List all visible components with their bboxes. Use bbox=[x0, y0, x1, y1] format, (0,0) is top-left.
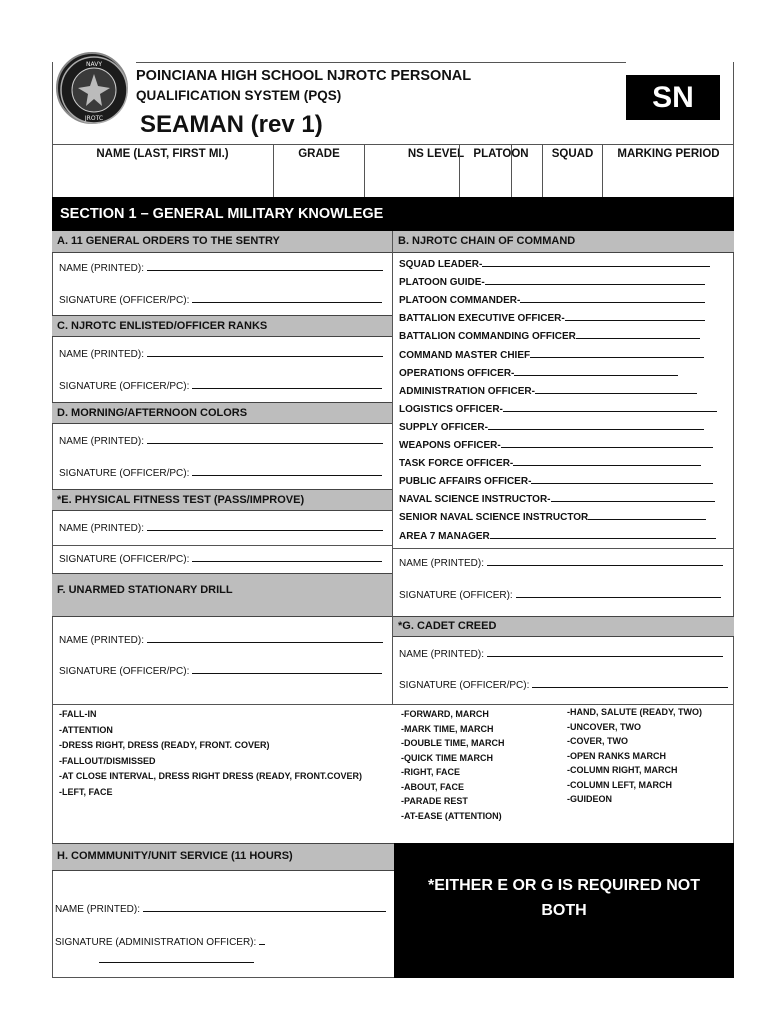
section-f-header: F. UNARMED STATIONARY DRILL bbox=[52, 573, 392, 617]
chain-of-command-label: OPERATIONS OFFICER- bbox=[399, 367, 515, 379]
chain-of-command-label: SUPPLY OFFICER- bbox=[399, 421, 488, 433]
drill-command-item: -FALLOUT/DISMISSED bbox=[59, 755, 156, 766]
section-b-name-line[interactable]: NAME (PRINTED): bbox=[399, 557, 723, 569]
page-title: SEAMAN (rev 1) bbox=[140, 111, 323, 138]
chain-of-command-label: COMMAND MASTER CHIEF bbox=[399, 349, 531, 361]
section-b-signature-line[interactable]: SIGNATURE (OFFICER): bbox=[399, 589, 721, 601]
drill-command-item: -GUIDEON bbox=[567, 794, 612, 804]
drill-command-item: -LEFT, FACE bbox=[59, 786, 113, 797]
section-a-signature-line[interactable]: SIGNATURE (OFFICER/PC): bbox=[59, 294, 382, 306]
section-e-signature-line[interactable]: SIGNATURE (OFFICER/PC): bbox=[59, 553, 382, 565]
chain-of-command-label: BATTALION COMMANDING OFFICER bbox=[399, 331, 576, 343]
chain-of-command-blank[interactable] bbox=[576, 330, 700, 339]
section-d-signature-line[interactable]: SIGNATURE (OFFICER/PC): bbox=[59, 467, 382, 479]
section-a-name-line[interactable]: NAME (PRINTED): bbox=[59, 262, 383, 274]
chain-of-command-line[interactable] bbox=[399, 385, 697, 397]
col-ns-level[interactable]: NS LEVEL bbox=[365, 145, 512, 197]
chain-of-command-label: TASK FORCE OFFICER- bbox=[399, 458, 514, 470]
chain-of-command-label: SQUAD LEADER- bbox=[399, 259, 483, 270]
drill-command-item: -FALL-IN bbox=[59, 709, 97, 719]
school-title-line1: POINCIANA HIGH SCHOOL NJROTC PERSONAL bbox=[136, 68, 472, 84]
chain-of-command-line[interactable] bbox=[399, 403, 717, 415]
navy-jrotc-seal-icon bbox=[56, 52, 128, 124]
logo-top-text: NAVY bbox=[86, 61, 102, 68]
drill-command-item: -MARK TIME, MARCH bbox=[401, 723, 494, 734]
chain-of-command-blank[interactable] bbox=[535, 385, 697, 394]
col-name[interactable]: NAME (LAST, FIRST MI.) bbox=[52, 145, 274, 197]
section-1-header: SECTION 1 – GENERAL MILITARY KNOWLEGE bbox=[52, 197, 734, 231]
section-b-header: B. NJROTC CHAIN OF COMMAND bbox=[393, 231, 734, 253]
section-g-signature-line[interactable]: SIGNATURE (OFFICER/PC): bbox=[399, 679, 728, 691]
section-f-signature-line[interactable]: SIGNATURE (OFFICER/PC): bbox=[59, 665, 382, 677]
chain-of-command-label: WEAPONS OFFICER- bbox=[399, 440, 501, 451]
section-c-name-line[interactable]: NAME (PRINTED): bbox=[59, 348, 383, 360]
chain-of-command-line[interactable] bbox=[399, 421, 704, 433]
chain-of-command-blank[interactable] bbox=[513, 457, 701, 466]
chain-of-command-blank[interactable] bbox=[530, 349, 704, 358]
drill-command-item: -RIGHT, FACE bbox=[401, 767, 461, 777]
chain-of-command-label: PLATOON COMMANDER- bbox=[399, 295, 521, 307]
chain-of-command-blank[interactable] bbox=[531, 475, 713, 484]
drill-command-item: -COVER, TWO bbox=[567, 736, 628, 746]
chain-of-command-label: AREA 7 MANAGER bbox=[399, 530, 490, 542]
chain-of-command-line[interactable] bbox=[399, 511, 706, 523]
section-e-divider bbox=[52, 545, 392, 546]
drill-command-item: -HAND, SALUTE (READY, TWO) bbox=[567, 707, 702, 717]
col-platoon[interactable]: PLATOON bbox=[459, 145, 543, 197]
chain-of-command-line[interactable] bbox=[399, 530, 716, 542]
chain-of-command-line[interactable] bbox=[399, 475, 713, 487]
drill-command-item: -ATTENTION bbox=[59, 724, 113, 735]
drill-command-item: -COLUMN RIGHT, MARCH bbox=[567, 765, 678, 775]
chain-of-command-blank[interactable] bbox=[501, 439, 713, 448]
chain-of-command-line[interactable] bbox=[399, 312, 705, 324]
section-d-header: D. MORNING/AFTERNOON COLORS bbox=[52, 402, 392, 424]
drill-command-item: -PARADE REST bbox=[401, 796, 468, 806]
section-a-header: A. 11 GENERAL ORDERS TO THE SENTRY bbox=[52, 231, 392, 253]
chain-of-command-blank[interactable] bbox=[488, 421, 704, 430]
section-f-name-line[interactable]: NAME (PRINTED): bbox=[59, 634, 383, 646]
section-h-signature-line[interactable]: SIGNATURE (ADMINISTRATION OFFICER): bbox=[55, 936, 265, 948]
chain-of-command-label: SENIOR NAVAL SCIENCE INSTRUCTOR bbox=[399, 512, 589, 524]
chain-of-command-blank[interactable] bbox=[482, 258, 710, 267]
chain-of-command-line[interactable] bbox=[399, 349, 704, 361]
chain-of-command-line[interactable] bbox=[399, 493, 715, 505]
section-c-header: C. NJROTC ENLISTED/OFFICER RANKS bbox=[52, 315, 392, 337]
section-e-header: *E. PHYSICAL FITNESS TEST (PASS/IMPROVE) bbox=[52, 489, 392, 511]
section-h-header: H. COMMMUNITY/UNIT SERVICE (11 HOURS) bbox=[52, 843, 394, 871]
chain-of-command-line[interactable] bbox=[399, 457, 701, 469]
chain-of-command-blank[interactable] bbox=[520, 294, 705, 303]
chain-of-command-label: PLATOON GUIDE- bbox=[399, 277, 485, 289]
chain-of-command-blank[interactable] bbox=[503, 403, 717, 412]
section-d-name-line[interactable]: NAME (PRINTED): bbox=[59, 435, 383, 447]
chain-of-command-blank[interactable] bbox=[485, 276, 705, 285]
chain-of-command-line[interactable] bbox=[399, 276, 705, 288]
section-e-name-line[interactable]: NAME (PRINTED): bbox=[59, 522, 383, 534]
logo-bottom-text: JROTC bbox=[84, 115, 104, 122]
drill-command-item: -AT CLOSE INTERVAL, DRESS RIGHT DRESS (READY, FRONT.COVER) bbox=[59, 771, 363, 781]
drill-commands-middle bbox=[401, 707, 505, 823]
drill-command-item: -QUICK TIME MARCH bbox=[401, 752, 493, 763]
chain-of-command-line[interactable] bbox=[399, 367, 678, 379]
drill-command-item: -UNCOVER, TWO bbox=[567, 721, 641, 732]
drill-commands-left bbox=[59, 707, 362, 800]
drill-command-item: -DRESS RIGHT, DRESS (READY, FRONT. COVER) bbox=[59, 740, 270, 750]
chain-of-command-line[interactable] bbox=[399, 294, 705, 306]
school-title-line2: QUALIFICATION SYSTEM (PQS) bbox=[136, 88, 342, 103]
drill-commands-right bbox=[567, 705, 702, 807]
col-marking-period[interactable]: MARKING PERIOD bbox=[617, 148, 720, 160]
chain-of-command-label: LOGISTICS OFFICER- bbox=[399, 403, 503, 415]
chain-of-command-blank[interactable] bbox=[565, 312, 705, 321]
drill-command-item: -ABOUT, FACE bbox=[401, 781, 464, 792]
chain-of-command-label: NAVAL SCIENCE INSTRUCTOR- bbox=[399, 494, 551, 506]
chain-of-command-label: BATTALION EXECUTIVE OFFICER- bbox=[399, 313, 565, 325]
chain-of-command-blank[interactable] bbox=[588, 511, 706, 520]
section-b-divider bbox=[393, 548, 734, 549]
col-squad[interactable]: SQUAD bbox=[543, 145, 603, 197]
col-grade[interactable]: GRADE bbox=[274, 145, 365, 197]
school-title bbox=[136, 67, 471, 105]
requirement-note-line2: BOTH bbox=[541, 902, 587, 919]
section-c-signature-line[interactable]: SIGNATURE (OFFICER/PC): bbox=[59, 380, 382, 392]
student-info-row bbox=[52, 144, 734, 196]
drill-command-item: -AT-EASE (ATTENTION) bbox=[401, 810, 502, 821]
chain-of-command-blank[interactable] bbox=[551, 493, 715, 502]
chain-of-command-line[interactable] bbox=[399, 258, 710, 270]
chain-of-command-line[interactable] bbox=[399, 439, 713, 451]
section-h-signature-underline bbox=[99, 962, 254, 963]
requirement-note bbox=[394, 843, 734, 978]
section-h-name-line[interactable]: NAME (PRINTED): bbox=[55, 903, 386, 915]
section-g-header: *G. CADET CREED bbox=[393, 616, 734, 637]
chain-of-command-label: ADMINISTRATION OFFICER- bbox=[399, 385, 535, 397]
chain-of-command-line[interactable] bbox=[399, 330, 700, 342]
drill-command-item: -DOUBLE TIME, MARCH bbox=[401, 738, 505, 748]
requirement-note-line1: *EITHER E OR G IS REQUIRED NOT bbox=[427, 877, 701, 894]
rank-badge: SN bbox=[626, 75, 720, 120]
chain-of-command-label: PUBLIC AFFAIRS OFFICER- bbox=[399, 476, 532, 488]
section-g-name-line[interactable]: NAME (PRINTED): bbox=[399, 648, 723, 660]
chain-of-command-blank[interactable] bbox=[514, 367, 678, 376]
drill-command-item: -FORWARD, MARCH bbox=[401, 709, 489, 719]
chain-of-command-blank[interactable] bbox=[490, 530, 716, 539]
drill-command-item: -OPEN RANKS MARCH bbox=[567, 750, 666, 761]
drill-command-item: -COLUMN LEFT, MARCH bbox=[567, 779, 672, 790]
